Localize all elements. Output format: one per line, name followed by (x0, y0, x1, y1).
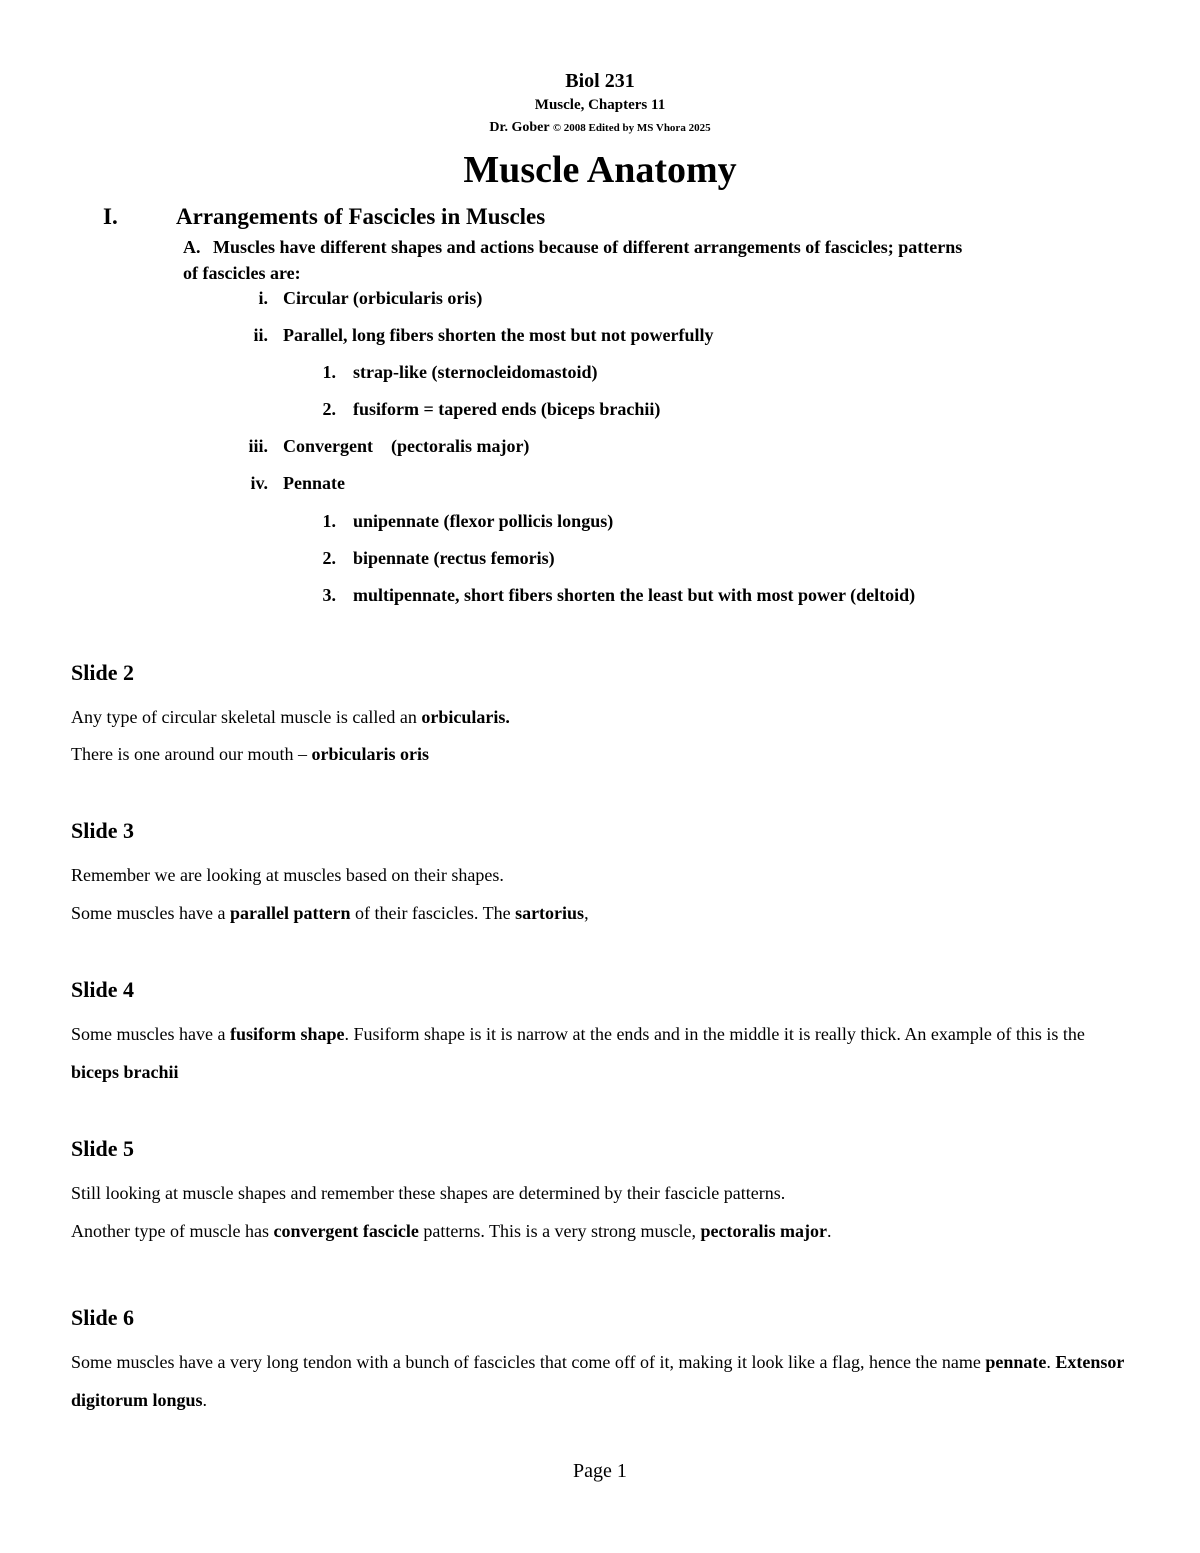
outline-label-a: A. (183, 237, 201, 257)
slide-paragraph (71, 1212, 1131, 1250)
chapter-title: Muscle, Chapters 11 (534, 97, 666, 113)
outline-label: 1. (322, 362, 336, 382)
slide-heading: Slide 4 (71, 977, 134, 1002)
outline-item-a-line1: Muscles have different shapes and actions because of different arrangements of fascicles; patterns (213, 237, 963, 257)
page-number: Page 1 (573, 1460, 627, 1482)
paragraph-text: Remember we are looking at muscles based on their shapes. (71, 865, 504, 885)
section-number: I. (103, 204, 118, 229)
slide-paragraph (71, 1174, 1131, 1212)
paragraph-text: Some muscles have a (71, 903, 230, 923)
outline-item: Convergent (pectoralis major) (283, 436, 530, 456)
page-title: Muscle Anatomy (463, 149, 737, 191)
outline-label: 3. (322, 585, 336, 605)
outline-item: multipennate, short fibers shorten the least but with most power (deltoid) (353, 585, 916, 605)
paragraph-text: Any type of circular skeletal muscle is called an (71, 707, 422, 727)
paragraph-text: . Fusiform shape is it is narrow at the ends and in the middle it is really thick. An example of this is the (344, 1024, 1085, 1044)
section-title: Arrangements of Fascicles in Muscles (176, 204, 546, 229)
slide-heading: Slide 5 (71, 1136, 134, 1161)
outline-label: 2. (322, 548, 336, 568)
slide-heading: Slide 3 (71, 818, 134, 843)
paragraph-bold: fusiform shape (229, 1024, 345, 1044)
paragraph-text: patterns. This is a very strong muscle, (418, 1221, 701, 1241)
paragraph-text: . (202, 1390, 208, 1410)
paragraph-text: There is one around our mouth – (71, 744, 312, 764)
slide-paragraph (71, 698, 1131, 736)
outline-label: ii. (253, 325, 268, 345)
slide-paragraph (71, 1343, 1131, 1419)
course-title: Biol 231 (565, 70, 635, 92)
paragraph-text: Some muscles have a (71, 1024, 230, 1044)
paragraph-text: . (827, 1221, 832, 1241)
paragraph-bold: orbicularis. (421, 707, 510, 727)
outline-item: fusiform = tapered ends (biceps brachii) (353, 399, 661, 419)
outline-label: iii. (248, 436, 268, 456)
paragraph-bold: parallel pattern (229, 903, 351, 923)
copyright-note: © 2008 Edited by MS Vhora 2025 (552, 122, 711, 134)
outline-label: 1. (322, 511, 336, 531)
paragraph-text: . (1046, 1352, 1056, 1372)
outline-label: 2. (322, 399, 336, 419)
slide-paragraph (71, 735, 1131, 773)
paragraph-text: , (584, 903, 589, 923)
paragraph-text: of their fascicles. The (350, 903, 516, 923)
slide-paragraph (71, 1015, 1131, 1091)
outline-item: Parallel, long fibers shorten the most but not powerfully (283, 325, 714, 345)
outline-item: Circular (orbicularis oris) (283, 288, 483, 308)
paragraph-bold: Extensor digitorum longus (71, 1352, 1125, 1410)
author-line (0, 120, 1200, 136)
slide-heading: Slide 2 (71, 660, 134, 685)
slide-paragraph (71, 894, 1131, 932)
slide-heading: Slide 6 (71, 1305, 134, 1330)
outline-label: i. (258, 288, 268, 308)
paragraph-bold: biceps brachii (71, 1062, 179, 1082)
paragraph-bold: pectoralis major (700, 1221, 827, 1241)
paragraph-text: Still looking at muscle shapes and remember these shapes are determined by their fascicle patterns. (71, 1183, 786, 1203)
outline-item: strap-like (sternocleidomastoid) (353, 362, 598, 382)
paragraph-bold: convergent fascicle (273, 1221, 419, 1241)
outline-item: bipennate (rectus femoris) (353, 548, 555, 568)
paragraph-bold: pennate (985, 1352, 1047, 1372)
outline-item-a-line2: of fascicles are: (183, 263, 301, 283)
outline-item: unipennate (flexor pollicis longus) (353, 511, 614, 531)
slide-paragraph (71, 856, 1131, 894)
paragraph-bold: sartorius (515, 903, 585, 923)
outline-label: iv. (250, 473, 268, 493)
paragraph-text: Some muscles have a very long tendon with a bunch of fascicles that come off of it, making it look like a flag, hence the name (71, 1352, 986, 1372)
outline-item: Pennate (283, 473, 345, 493)
author-name: Dr. Gober (489, 120, 550, 135)
paragraph-text: Another type of muscle has (71, 1221, 274, 1241)
paragraph-bold: orbicularis oris (311, 744, 429, 764)
